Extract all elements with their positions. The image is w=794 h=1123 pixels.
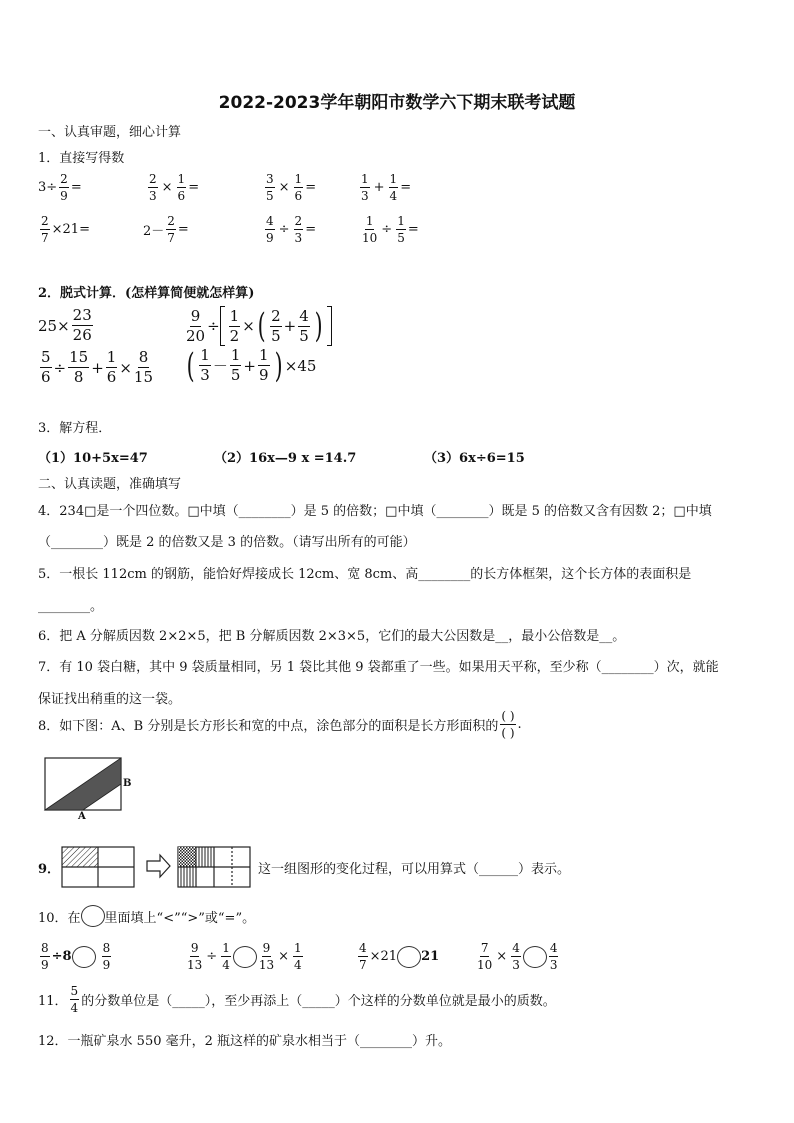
q8-answer-blank: $\frac{( )}{( )}$ [501, 709, 515, 740]
q1-item-5: $\frac{2}{7}$ ×21= [41, 214, 90, 245]
q10-compare-1: $\frac{8}{9}$ ÷8 $\frac{8}{9}$ [41, 941, 111, 972]
q3-equation-1: （1）10+5x=47 [38, 451, 148, 466]
section-1-heading: 一、认真审题，细心计算 [38, 125, 182, 140]
q2-expr-4: ( $\frac{1}{3}$ － $\frac{1}{5}$ + $\frac{1}{9}$ ) ×45 [186, 345, 317, 386]
q2-expr-1: 25× $\frac{23}{26}$ [38, 306, 92, 344]
q10-text: 10．在 里面填上“<”“>”或“=”。 [38, 905, 255, 927]
q9-number: 9． [38, 862, 61, 877]
q9-text: 这一组图形的变化过程，可以用算式（______）表示。 [258, 862, 571, 877]
q3-equation-3: （3）6x÷6=15 [424, 451, 525, 466]
q9-figures [60, 844, 260, 890]
q4-line-2: （________）既是 2 的倍数又是 3 的倍数。（请写出所有的可能） [38, 535, 416, 550]
q1-item-8: $\frac{1}{10}$ ÷ $\frac{1}{5}$ = [362, 214, 419, 245]
q4-line-1: 4．234□是一个四位数。□中填（________）是 5 的倍数；□中填（________）既是 5 的倍数又含有因数 2；□中填 [38, 504, 712, 519]
q1-item-7: $\frac{4}{9}$ ÷ $\frac{2}{3}$ = [266, 214, 317, 245]
q1-label: 1．直接写得数 [38, 151, 125, 166]
q1-item-4: $\frac{1}{3}$ + $\frac{1}{4}$ = [361, 172, 412, 203]
q8-rectangle-figure [42, 756, 142, 824]
q8-label-a: A [78, 811, 86, 822]
q6-text: 6．把 A 分解质因数 2×2×5，把 B 分解质因数 2×3×5，它们的最大公因数是__，最小公倍数是__。 [38, 629, 626, 644]
q1-item-1: 3÷ $\frac{2}{9}$ = [38, 172, 82, 203]
q7-line-2: 保证找出稍重的这一袋。 [38, 692, 182, 707]
q3-equation-2: （2）16x—9 x =14.7 [214, 451, 357, 466]
q10-compare-2: $\frac{9}{13}$ ÷ $\frac{1}{4}$ $\frac{9}{13}$ × $\frac{1}{4}$ [187, 941, 302, 972]
q2-expr-3: $\frac{5}{6}$ ÷ $\frac{15}{8}$ + $\frac{1}{6}$ × $\frac{8}{15}$ [41, 348, 154, 386]
q1-item-3: $\frac{3}{5}$ × $\frac{1}{6}$ = [266, 172, 317, 203]
page-title: 2022-2023学年朝阳市数学六下期末联考试题 [218, 93, 576, 113]
q1-item-2: $\frac{2}{3}$ × $\frac{1}{6}$ = [149, 172, 200, 203]
compare-circle-1[interactable] [72, 946, 96, 968]
compare-circle-3[interactable] [397, 946, 421, 968]
q8-label-b: B [123, 778, 132, 789]
section-2-heading: 二、认真读题，准确填写 [38, 477, 182, 492]
q5-line-2: ________。 [38, 599, 104, 614]
q2-label: 2．脱式计算．(怎样算简便就怎样算) [38, 286, 255, 301]
q12-text: 12．一瓶矿泉水 550 毫升，2 瓶这样的矿泉水相当于（________）升。 [38, 1034, 452, 1049]
q7-line-1: 7．有 10 袋白糖，其中 9 袋质量相同，另 1 袋比其他 9 袋都重了一些。如果用天平称，至少称（________）次，就能 [38, 660, 719, 675]
q10-compare-3: $\frac{4}{7}$ ×21 21 [359, 941, 440, 972]
compare-circle-2[interactable] [233, 946, 257, 968]
q3-label: 3．解方程． [38, 421, 112, 436]
compare-circle-icon [81, 905, 105, 927]
q11-text: 11． $\frac{5}{4}$ 的分数单位是（_____），至少再添上（_____）个这样的分数单位就是最小的质数。 [38, 984, 556, 1015]
q2-expr-2: $\frac{9}{20}$ ÷ $\frac{1}{2}$ × ( $\frac{2}{5}$ + $\frac{4}{5}$ ) [184, 306, 332, 346]
q8-text: 8．如下图：A、B 分别是长方形长和宽的中点，涂色部分的面积是长方形面积的 $\frac{( )}{( )}$ . [38, 709, 522, 740]
q10-compare-4: $\frac{7}{10}$ × $\frac{4}{3}$ $\frac{4}{3}$ [477, 941, 558, 972]
q5-line-1: 5．一根长 112cm 的钢筋，能恰好焊接成长 12cm、宽 8cm、高________的长方体框架，这个长方体的表面积是 [38, 567, 692, 582]
compare-circle-4[interactable] [523, 946, 547, 968]
q1-item-6: 2－ $\frac{2}{7}$ = [143, 214, 189, 245]
